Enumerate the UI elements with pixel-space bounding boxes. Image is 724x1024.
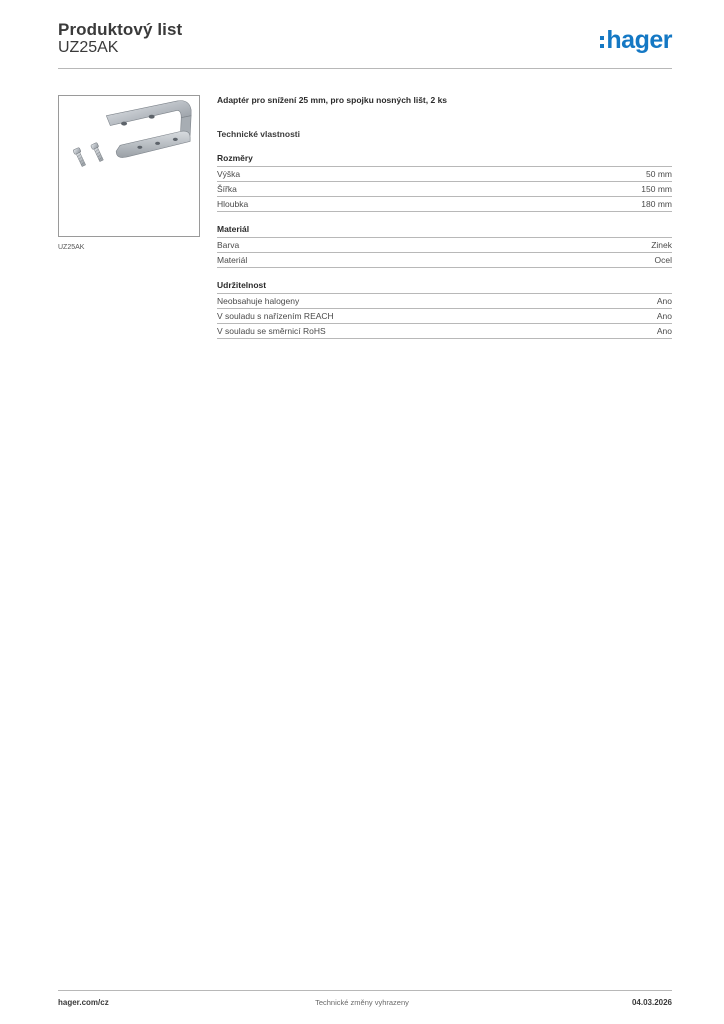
product-code: UZ25AK (58, 39, 119, 56)
footer-date: 04.03.2026 (631, 998, 672, 1007)
spec-row (217, 324, 672, 339)
spec-row (217, 197, 672, 212)
spec-label: Hloubka (217, 199, 249, 209)
spec-value: Ano (656, 311, 672, 321)
spec-row (217, 182, 672, 197)
page-title: Produktový list (58, 20, 183, 39)
spec-value: Zinek (651, 240, 672, 250)
footer-website: hager.com/cz (58, 998, 109, 1007)
product-image (58, 95, 200, 237)
spec-value: Ocel (654, 255, 672, 265)
spec-group-title: Rozměry (217, 153, 672, 167)
product-description: Adaptér pro snížení 25 mm, pro spojku nosných lišt, 2 ks (217, 95, 448, 105)
spec-value: 150 mm (641, 184, 672, 194)
spec-label: Neobsahuje halogeny (217, 296, 300, 306)
spec-row (217, 253, 672, 268)
hager-logo (600, 26, 672, 55)
logo-text: hager (606, 26, 672, 54)
spec-row (217, 167, 672, 182)
spec-group-dimensions (217, 153, 672, 212)
spec-label: Výška (217, 169, 241, 179)
spec-row (217, 309, 672, 324)
spec-group-sustainability (217, 280, 672, 339)
technical-heading: Technické vlastnosti (217, 129, 300, 139)
spec-value: Ano (656, 326, 672, 336)
logo-dots-icon (600, 36, 604, 48)
spec-value: Ano (656, 296, 672, 306)
spec-group-title: Materiál (217, 224, 672, 238)
spec-label: V souladu se směrnicí RoHS (217, 326, 326, 336)
spec-label: Šířka (217, 184, 237, 194)
header-divider (58, 68, 672, 69)
spec-row (217, 238, 672, 253)
image-caption: UZ25AK (58, 244, 85, 251)
spec-label: Barva (217, 240, 240, 250)
spec-group-material (217, 224, 672, 268)
footer-notice: Technické změny vyhrazeny (315, 998, 409, 1007)
footer-divider (58, 990, 672, 991)
spec-value: 50 mm (646, 169, 672, 179)
spec-label: Materiál (217, 255, 248, 265)
spec-group-title: Udržitelnost (217, 280, 672, 294)
spec-label: V souladu s nařízením REACH (217, 311, 334, 321)
bracket-with-screws-icon (59, 96, 199, 236)
product-details (217, 95, 672, 339)
spec-value: 180 mm (641, 199, 672, 209)
spec-row (217, 294, 672, 309)
